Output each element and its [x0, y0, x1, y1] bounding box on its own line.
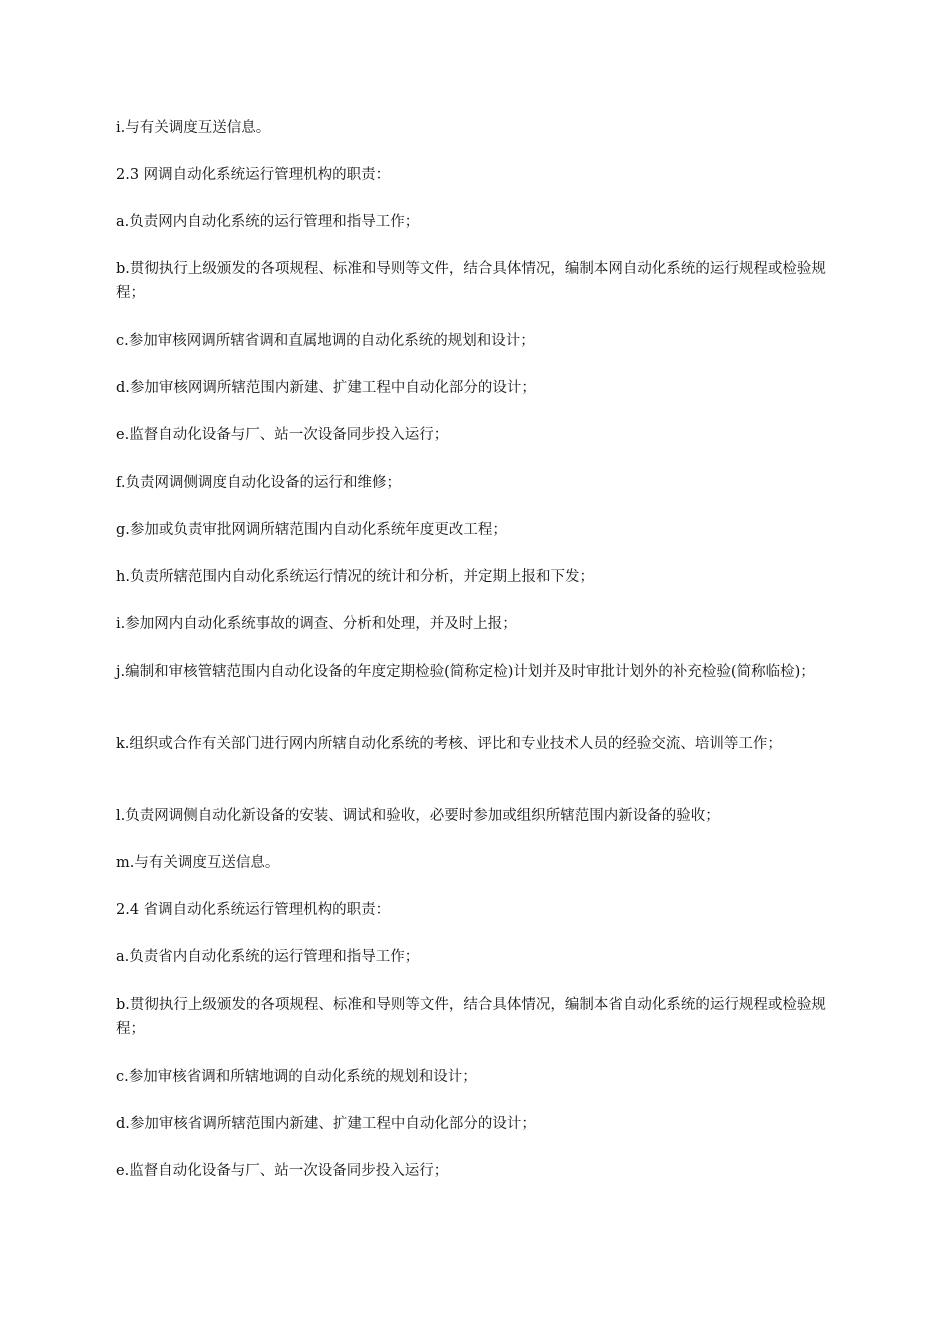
paragraph-2-3-a: a.负责网内自动化系统的运行管理和指导工作；	[116, 214, 420, 230]
paragraph-2-4-a: a.负责省内自动化系统的运行管理和指导工作；	[116, 949, 420, 965]
paragraph-2-3-e: e.监督自动化设备与厂、站一次设备同步投入运行；	[116, 427, 449, 443]
section-heading-2-3: 2.3 网调自动化系统运行管理机构的职责：	[116, 167, 391, 183]
paragraph-2-3-g: g.参加或负责审批网调所辖范围内自动化系统年度更改工程；	[116, 522, 507, 538]
paragraph-2-3-f: f.负责网调侧调度自动化设备的运行和维修；	[116, 475, 401, 491]
paragraph-2-3-b: b.贯彻执行上级颁发的各项规程、标准和导则等文件，结合具体情况，编制本网自动化系统的运行规程或检验规程；	[116, 261, 826, 301]
section-heading-2-4: 2.4 省调自动化系统运行管理机构的职责：	[116, 902, 391, 918]
paragraph-2-3-i: i.参加网内自动化系统事故的调查、分析和处理，并及时上报；	[116, 616, 517, 632]
paragraph-2-3-j: j.编制和审核管辖范围内自动化设备的年度定期检验(简称定检)计划并及时审批计划外的补充检验(简称临检)；	[116, 664, 815, 680]
paragraph-2-3-d: d.参加审核网调所辖范围内新建、扩建工程中自动化部分的设计；	[116, 380, 536, 396]
paragraph-2-3-m: m.与有关调度互送信息。	[116, 855, 280, 871]
paragraph-2-4-c: c.参加审核省调和所辖地调的自动化系统的规划和设计；	[116, 1069, 477, 1085]
paragraph-2-3-k: k.组织或合作有关部门进行网内所辖自动化系统的考核、评比和专业技术人员的经验交流、培训等工作；	[116, 736, 782, 752]
paragraph-2-4-b: b.贯彻执行上级颁发的各项规程、标准和导则等文件，结合具体情况，编制本省自动化系统的运行规程或检验规程；	[116, 997, 826, 1037]
paragraph-2-4-d: d.参加审核省调所辖范围内新建、扩建工程中自动化部分的设计；	[116, 1116, 536, 1132]
paragraph-2-3-l: l.负责网调侧自动化新设备的安装、调试和验收，必要时参加或组织所辖范围内新设备的验收；	[116, 808, 720, 824]
paragraph-2-2-i: i.与有关调度互送信息。	[116, 120, 271, 136]
paragraph-2-3-c: c.参加审核网调所辖省调和直属地调的自动化系统的规划和设计；	[116, 333, 535, 349]
paragraph-2-3-h: h.负责所辖范围内自动化系统运行情况的统计和分析，并定期上报和下发；	[116, 569, 594, 585]
paragraph-2-4-e: e.监督自动化设备与厂、站一次设备同步投入运行；	[116, 1163, 449, 1179]
